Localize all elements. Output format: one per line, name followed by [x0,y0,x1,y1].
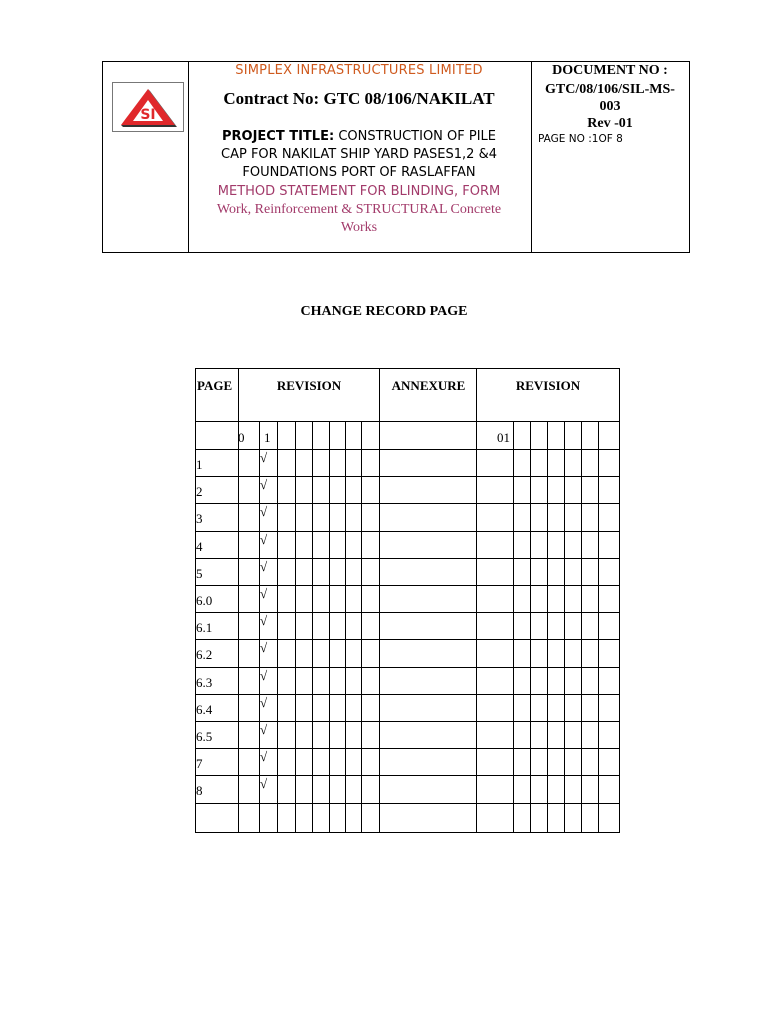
logo-lettering: SI [140,107,156,123]
revision-check-mark: √ [260,749,268,765]
revision-number-cell: 0 [238,430,245,445]
page-number-cell: 3 [196,511,203,527]
table-rule [195,368,620,369]
page-number-cell: 8 [196,783,203,799]
project-title [192,128,526,182]
page-number-cell: 7 [196,756,203,772]
revision-check-mark: √ [260,640,268,656]
table-rule [361,421,362,833]
table-rule [513,421,514,833]
simplex-logo-icon [113,83,183,131]
project-title-label: PROJECT TITLE: [221,129,335,144]
revision-check-mark: √ [260,776,268,792]
page-number-cell: 2 [196,484,203,500]
project-title-line: CONSTRUCTION OF PILE [338,129,497,144]
revision-check-mark: √ [260,504,268,520]
document-no-line: GTC/08/106/SIL-MS- [545,82,675,97]
table-rule [345,421,346,833]
revision-check-mark: √ [260,694,268,710]
company-logo [112,82,184,132]
revision-check-mark: √ [260,586,268,601]
method-statement-subtitle [192,201,526,237]
revision-check-mark: √ [260,613,268,629]
contract-number: Contract No: GTC 08/106/NAKILAT [223,89,495,108]
page-number-cell: 6.3 [196,674,213,690]
page-number: PAGE NO :1OF 8 [538,133,623,145]
page-number-cell: 6.0 [196,593,213,608]
page-number-cell: 4 [196,538,203,554]
table-rule [598,421,599,833]
page-number-cell: 6.4 [196,701,213,717]
method-statement-line: METHOD STATEMENT FOR BLINDING, FORM [217,184,501,199]
page-title: CHANGE RECORD PAGE [300,304,468,319]
document-no-label: DOCUMENT NO : [552,63,668,78]
document-no-value [531,81,689,115]
table-rule [476,368,477,833]
column-header-annexure: ANNEXURE [391,378,466,393]
page-number-cell: 6.2 [196,647,213,663]
project-title-line: FOUNDATIONS PORT OF RASLAFFAN [242,165,476,180]
page-number-cell: 6.5 [196,729,213,744]
document-no-line: 003 [599,99,621,114]
column-header-revision: REVISION [276,378,342,393]
table-rule [295,421,296,833]
table-rule [564,421,565,833]
table-rule [379,368,380,833]
table-rule [581,421,582,833]
table-rule [277,421,278,833]
company-name: SIMPLEX INFRASTRUCTURES LIMITED [235,63,483,78]
table-rule [619,368,620,833]
revision-check-mark: √ [260,667,268,683]
method-statement-line: Works [340,220,378,235]
page-number-cell: 6.1 [196,620,213,636]
table-rule [547,421,548,833]
revision-check-mark: √ [260,558,268,574]
change-record-table [195,368,619,832]
project-title-line: CAP FOR NAKILAT SHIP YARD PASES1,2 &4 [221,147,497,162]
table-rule [329,421,330,833]
revision-check-mark: √ [260,722,268,737]
revision-check-mark: √ [260,450,268,465]
column-header-revision: REVISION [515,378,581,393]
revision-check-mark: √ [260,477,268,493]
method-statement-line: Work, Reinforcement & STRUCTURAL Concrete [216,202,502,217]
table-rule [530,421,531,833]
revision-number: Rev -01 [587,116,633,131]
page-number-cell: 1 [196,457,203,472]
page-number-cell: 5 [196,565,203,581]
table-rule [312,421,313,833]
column-header-page: PAGE [197,378,233,393]
revision-number-cell: 01 [497,430,510,445]
revision-check-mark: √ [260,531,268,547]
revision-number-cell: 1 [264,430,271,445]
